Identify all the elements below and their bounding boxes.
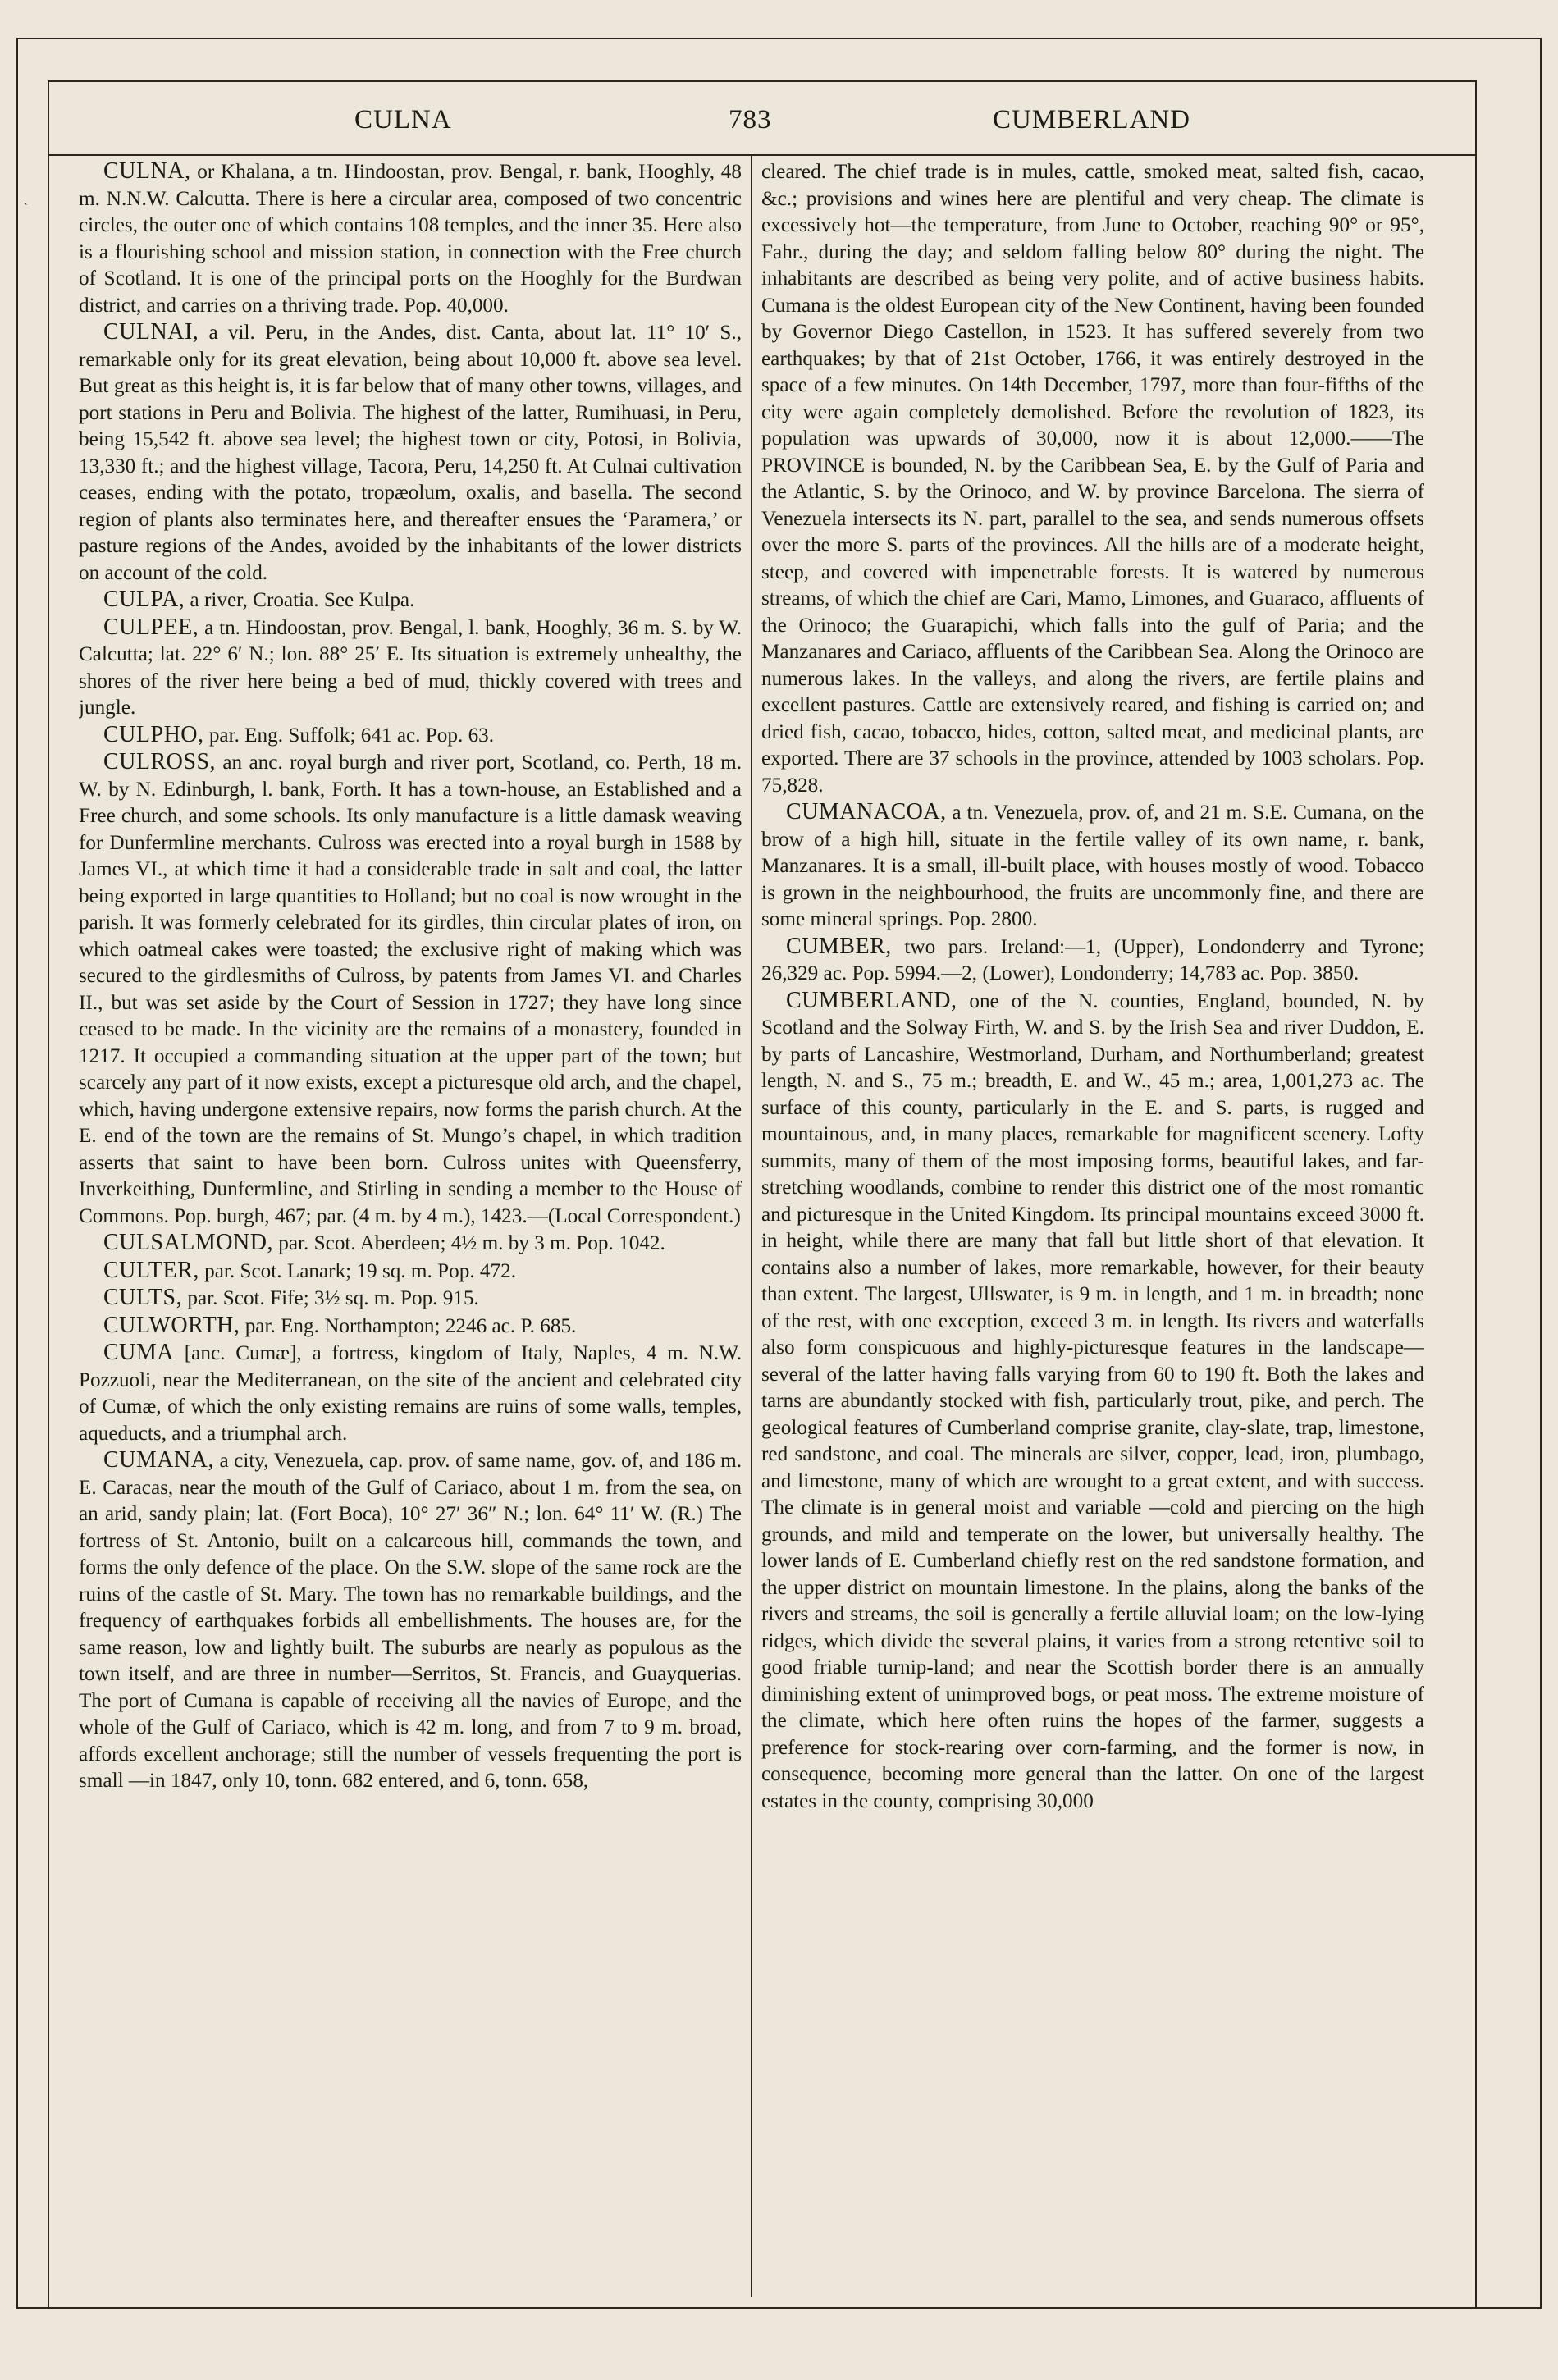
entry — [79, 722, 742, 750]
entry — [761, 799, 1424, 934]
header-first-word: CULNA — [354, 105, 452, 135]
entry-headword: CULTER, — [103, 1257, 199, 1283]
entry-headword: CULWORTH, — [103, 1312, 240, 1338]
entry-continuation — [761, 158, 1424, 799]
entry-text: a river, Croatia. See Kulpa. — [185, 589, 415, 611]
entry-text: a vil. Peru, in the Andes, dist. Canta, about lat. 11° 10′ S., remarkable only for its great elevation, being about 10,000 ft. above sea level. But great as this height is, it is far below that of many other towns, villages, and port stations in Peru and Bolivia. The highest of the latter, Rumihuasi, in Peru, being 15,542 ft. above sea level; the highest town or city, Potosi, in Bolivia, 13,330 ft.; and the highest village, Tacora, Peru, 14,250 ft. At Culnai cultivation ceases, ending with the potato, tropæolum, oxalis, and basella. The second region of plants also terminates here, and thereafter ensues the ‘Paramera,’ or pasture regions of the Andes, avoided by the inhabitants of the lower districts on account of the cold. — [79, 322, 742, 584]
right-outer-rule — [1540, 38, 1542, 2309]
entry — [79, 1340, 742, 1447]
entry-text: cleared. The chief trade is in mules, cattle, smoked meat, salted fish, cacao, &c.; provisions and wines here are plentiful and very cheap. The climate is excessively hot—the temperature, from June to October, reaching 90° or 95°, Fahr., during the day; and seldom falling below 80° during the night. The inhabitants are described as being very polite, and of active business habits. Cumana is the oldest European city of the New Continent, having been founded by Governor Diego Castellon, in 1523. It has suffered severely from two earthquakes; by that of 21st October, 1766, it was entirely destroyed in the space of a few minutes. On 14th December, 1797, more than four-fifths of the city were again completely demolished. Before the revolution of 1823, its population was upwards of 30,000, now it is about 12,000.——The PROVINCE is bounded, N. by the Caribbean Sea, E. by the Gulf of Paria and the Atlantic, S. by the Orinoco, and W. by province Barcelona. The sierra of Venezuela intersects its N. part, parallel to the sea, and sends numerous offsets over the more S. parts of the provinces. All the hills are of a moderate height, steep, and covered with impenetrable forests. It is watered by numerous streams, of which the chief are Cari, Mamo, Limones, and Guaraco, affluents of the Orinoco; the Guarapichi, which falls into the gulf of Paria; and the Manzanares and Cariaco, affluents of the Caribbean Sea. Along the Orinoco are numerous lakes. In the valleys, and along the rivers, are fertile plains and excellent pastures. Cattle are extensively reared, and fishing is carried on; and dried fish, cacao, tobacco, hides, cotton, salted meat, and medicinal plants, are exported. There are 37 schools in the province, attended by 1003 scholars. Pop. 75,828. — [761, 161, 1424, 797]
entry — [79, 1285, 742, 1313]
entry — [79, 587, 742, 614]
entry-text: a tn. Venezuela, prov. of, and 21 m. S.E. Cumana, on the brow of a high hill, situate in the fertile valley of its own name, r. bank, Manzanares. It is a small, ill-built place, with houses mostly of wood. Tobacco is grown in the neighbourhood, the fruits are uncommonly fine, and there are some mineral springs. Pop. 2800. — [761, 802, 1424, 930]
entry — [79, 1258, 742, 1286]
entry-text: a tn. Hindoostan, prov. Bengal, l. bank, Hooghly, 36 m. S. by W. Calcutta; lat. 22° 6′ N.; lon. 88° 25′ E. Its situation is extremely unhealthy, the shores of the river here being a bed of mud, thickly covered with trees and jungle. — [79, 616, 742, 719]
entry-headword: CULPA, — [103, 587, 185, 612]
entry-headword: CULPEE, — [103, 614, 199, 640]
entry-text: par. Scot. Aberdeen; 4½ m. by 3 m. Pop. 1042. — [272, 1232, 665, 1254]
left-inner-rule — [48, 80, 49, 2307]
entry — [79, 749, 742, 1230]
entry-headword: CULPHO, — [103, 721, 204, 747]
entry — [79, 1230, 742, 1258]
entry-text: par. Scot. Lanark; 19 sq. m. Pop. 472. — [199, 1259, 516, 1282]
entry-headword: CULNA, — [103, 158, 191, 184]
entry — [79, 614, 742, 722]
entry-headword: CULTS, — [103, 1285, 183, 1310]
entry-headword: CUMBERLAND, — [786, 987, 957, 1013]
left-outer-rule — [16, 38, 18, 2309]
header-rule — [48, 154, 1475, 156]
entry-text: a city, Venezuela, cap. prov. of same name, gov. of, and 186 m. E. Caracas, near the mouth of the Gulf of Cariaco, about 1 m. from the sea, on an arid, sandy plain; lat. (Fort Boca), 10° 27′ 36″ N.; lon. 64° 11′ W. (R.) The fortress of St. Antonio, built on a calcareous hill, commands the town, and forms the only defence of the place. On the S.W. slope of the same rock are the ruins of the castle of St. Mary. The town has no remarkable buildings, and the frequency of earthquakes forbids all embellishments. The houses are, for the same reason, low and lightly built. The suburbs are nearly as populous as the town itself, and are three in number—Serritos, St. Francis, and Guayquerias. The port of Cumana is capable of receiving all the navies of Europe, and the whole of the Gulf of Cariaco, which is 42 m. long, and from 7 to 9 m. broad, affords excellent anchorage; still the number of vessels frequenting the port is small —in 1847, only 10, tonn. 682 entered, and 6, tonn. 658, — [79, 1450, 742, 1792]
entry-text: [anc. Cumæ], a fortress, kingdom of Italy, Naples, 4 m. N.W. Pozzuoli, near the Mediterranean, on the site of the ancient and celebrated city of Cumæ, of which the only existing remains are ruins of some walls, temples, aqueducts, and a triumphal arch. — [79, 1342, 742, 1445]
entry-headword: CUMBER, — [786, 933, 892, 959]
entry-headword: CULSALMOND, — [103, 1230, 273, 1255]
entry-text: par. Eng. Suffolk; 641 ac. Pop. 63. — [203, 724, 495, 747]
entry-text: par. Scot. Fife; 3½ sq. m. Pop. 915. — [182, 1287, 479, 1309]
right-column — [761, 158, 1424, 2296]
entry-headword: CULNAI, — [103, 319, 199, 345]
entry-headword: CUMANACOA, — [786, 799, 947, 825]
running-header — [0, 105, 1558, 154]
left-column — [79, 158, 742, 2296]
inner-top-rule — [48, 80, 1475, 82]
entry-text: par. Eng. Northampton; 2246 ac. P. 685. — [240, 1314, 577, 1337]
entry-text: one of the N. counties, England, bounded, N. by Scotland and the Solway Firth, W. and S. by the Irish Sea and river Duddon, E. by parts of Lancashire, Westmorland, Durham, and Northumberland; greatest length, N. and S., 75 m.; breadth, E. and W., 45 m.; area, 1,001,273 ac. The surface of this county, particularly in the E. and S. parts, is rugged and mountainous, and, in many places, remarkable for magnificent scenery. Lofty summits, many of them of the most imposing forms, beautiful lakes, and far-stretching woodlands, combine to render this district one of the most romantic and picturesque in the United Kingdom. Its principal mountains exceed 3000 ft. in height, while there are many that fall but little short of that elevation. It contains also a number of lakes, more remarkable, however, for their beauty than extent. The largest, Ullswater, is 9 m. in length, and 1 m. in breadth; none of the rest, with one exception, exceed 3 m. in length. Its rivers and waterfalls also form conspicuous and highly-picturesque features in the landscape—several of the latter having falls varying from 60 to 190 ft. Both the lakes and tarns are abundantly stocked with fish, particularly trout, pike, and perch. The geological features of Cumberland comprise granite, clay-slate, trap, limestone, red sandstone, and coal. The minerals are silver, copper, lead, iron, plumbago, and limestone, many of which are wrought to a great extent, and with success. The climate is in general moist and variable —cold and piercing on the high grounds, and mild and temperate on the lower, but universally healthy. The lower lands of E. Cumberland chiefly rest on the red sandstone formation, and the upper district on mountain limestone. In the plains, along the banks of the rivers and streams, the soil is generally a fertile alluvial loam; on the low-lying ridges, which divide the several plains, it varies from a strong retentive soil to good friable turnip-land; and near the Scottish border there is an annually diminishing extent of unimproved bogs, or peat moss. The extreme moisture of the climate, which here often ruins the hopes of the farmer, suggests a preference for stock-rearing over corn-farming, and the former is now, in consequence, becoming more general than the latter. On one of the largest estates in the county, comprising 30,000 — [761, 989, 1424, 1812]
outer-top-rule — [16, 38, 1542, 39]
entry-headword: CUMANA, — [103, 1447, 214, 1473]
entry — [79, 319, 742, 587]
column-divider — [751, 156, 752, 2297]
entry — [79, 1313, 742, 1341]
page-number: 783 — [729, 105, 772, 135]
header-last-word: CUMBERLAND — [993, 105, 1191, 135]
entry-headword: CUMA — [103, 1340, 175, 1365]
entry — [79, 158, 742, 319]
entry-text: an anc. royal burgh and river port, Scotland, co. Perth, 18 m. W. by N. Edinburgh, l. bank, Forth. It has a town-house, an Established and a Free church, and some schools. Its only manufacture is a little damask weaving for Dunfermline merchants. Culross was erected into a royal burgh in 1588 by James VI., at which time it had a considerable trade in salt and coal, the latter being exported in large quantities to Holland; but no coal is now wrought in the parish. It was formerly celebrated for its girdles, thin circular plates of iron, on which oatmeal cakes were toasted; the exclusive right of making which was secured to the girdlesmiths of Culross, by patents from James VI. and Charles II., but was set aside by the Court of Session in 1727; they have long since ceased to be made. In the vicinity are the remains of a monastery, founded in 1217. It occupied a commanding situation at the upper part of the town; but scarcely any part of it now exists, except a picturesque old arch, and the chapel, which, having undergone extensive repairs, now forms the parish church. At the E. end of the town are the remains of St. Mungo’s chapel, in which tradition asserts that saint to have been born. Culross unites with Queensferry, Inverkeithing, Dunfermline, and Stirling in sending a member to the House of Commons. Pop. burgh, 467; par. (4 m. by 4 m.), 1423.—(Local Correspondent.) — [79, 751, 742, 1227]
entry — [79, 1447, 742, 1795]
entry — [761, 988, 1424, 1816]
entry-text: or Khalana, a tn. Hindoostan, prov. Bengal, r. bank, Hooghly, 48 m. N.N.W. Calcutta. There is here a circular area, composed of two concentric circles, the outer one of which contains 108 temples, and the inner 35. Here also is a flourishing school and mission station, in connection with the Free church of Scotland. It is one of the principal ports on the Hooghly for the Burdwan district, and carries on a thriving trade. Pop. 40,000. — [79, 161, 742, 317]
entry-headword: CULROSS, — [103, 749, 217, 774]
margin-mark: ˎ — [23, 189, 28, 206]
entry-text: two pars. Ireland:—1, (Upper), Londonderry and Tyrone; 26,329 ac. Pop. 5994.—2, (Lower), Londonderry; 14,783 ac. Pop. 3850. — [761, 935, 1424, 984]
entry — [761, 934, 1424, 988]
right-inner-rule — [1475, 80, 1477, 2307]
bottom-rule — [16, 2307, 1542, 2309]
